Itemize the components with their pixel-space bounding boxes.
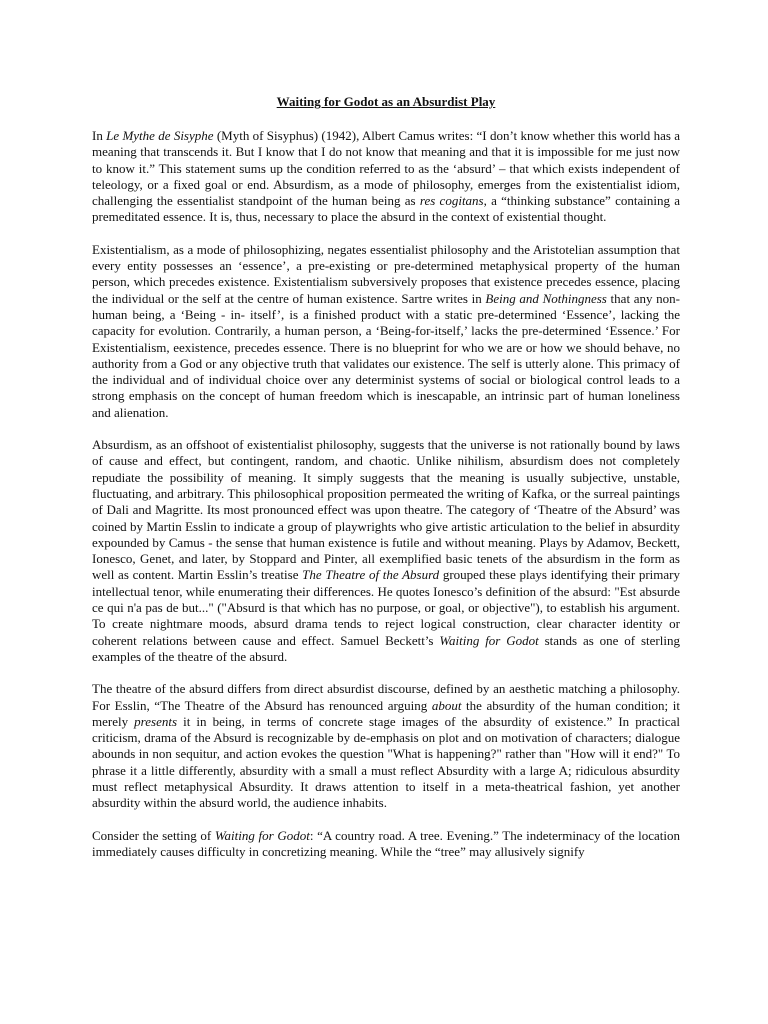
paragraph-4 xyxy=(92,681,680,811)
italic-run: presents xyxy=(134,713,178,729)
text-run: The theatre of the absurd differs from direct absurdist discourse, defined by an aesthetic matching a philosophy. For Esslin, “The Theatre of the Absurd has renounced arguing xyxy=(92,681,680,713)
document-title: Waiting for Godot as an Absurdist Play xyxy=(276,94,496,109)
text-run: that any non-human being, a ‘Being - in- itself’, is a finished product with a static pre-determined ‘Essence’, lacking the capacity for evolution. Contrarily, a human person, a ‘Being-for-itself,’ lacks the pre-determined ‘Essence.’ For Existentialism, eexistence, precedes essence. There is no blueprint for who we are or how we should behave, no authority from a God or any objective truth that validates our existence. The self is utterly alone. This primacy of the individual and of individual choice over any determinist systems of social or biological control leads to a strong emphasis on the concept of human freedom which is inescapable, an intrinsic part of human loneliness and alienation. xyxy=(92,290,681,420)
text-run: grouped these plays identifying their primary intellectual tenor, while enumerating their differences. He quotes Ionesco’s definition of the absurd: "Est absurde ce qui n'a pas de but..." ("Absurd is that which has no purpose, or goal, or objective"), to establish his argument. To create nightmare moods, absurd drama tends to reject logical construction, clear character identity or coherent relations between cause and effect. Samuel Beckett’s xyxy=(92,567,681,648)
text-run: stands as one of sterling examples of the theatre of the absurd. xyxy=(92,632,680,664)
paragraph-1 xyxy=(92,128,680,226)
italic-run: The Theatre of the Absurd xyxy=(302,567,440,583)
italic-run: Le Mythe de Sisyphe xyxy=(106,128,214,143)
text-run: In xyxy=(92,128,107,143)
paragraph-2 xyxy=(92,242,680,421)
text-run: Consider the setting of xyxy=(92,827,215,843)
italic-run: Waiting for Godot xyxy=(214,827,310,843)
text-run: it in being, in terms of concrete stage images of the absurdity of existence.” In practical criticism, drama of the Absurd is recognizable by de-emphasis on plot and on motivation of characters; dialogue abounds in non sequitur, and action evokes the question "What is happening?" rather than "How will it end?" To phrase it a little differently, absurdity with a small a must reflect Absurdity with a large A; ridiculous absurdity must reflect metaphysical Absurdity. It draws attention to itself in a meta-theatrical fashion, yet another absurdity within the absurd world, the audience inhabits. xyxy=(92,713,680,811)
italic-run: Being and Nothingness xyxy=(485,290,607,306)
text-run: , a “thinking substance” containing a premeditated essence. It is, thus, necessary to place the absurd in the context of existential thought. xyxy=(92,193,680,225)
text-run: (Myth of Sisyphus) (1942), Albert Camus writes: “I don’t know whether this world has a meaning that transcends it. But I know that I do not know that meaning and that it is impossible for me just now to know it.” This statement sums up the condition referred to as the ‘absurd’ – that which exists independent of teleology, or a fixed goal or end. Absurdism, as a mode of philosophy, emerges from the existentialist idiom, challenging the essentialist standpoint of the human being as xyxy=(92,128,680,209)
text-run: Existentialism, as a mode of philosophizing, negates essentialist philosophy and the Aristotelian assumption that every entity possesses an ‘essence’, a pre-existing or pre-determined metaphysical property of the human person, which precedes existence. Existentialism subversively proposes that existence precedes essence, placing the individual or the self at the centre of human existence. Sartre writes in xyxy=(92,241,680,306)
italic-run: Waiting for Godot xyxy=(439,632,539,648)
paragraph-5 xyxy=(92,828,680,861)
text-run: the absurdity of the human condition; it merely xyxy=(92,697,680,729)
text-run: : “A country road. A tree. Evening.” The indeterminacy of the location immediately causes difficulty in concretizing meaning. While the “tree” may allusively signify xyxy=(92,827,680,859)
italic-run: about xyxy=(431,697,462,713)
paragraph-3 xyxy=(92,437,680,665)
text-run: Absurdism, as an offshoot of existentialist philosophy, suggests that the universe is not rationally bound by laws of cause and effect, but contingent, random, and chaotic. Unlike nihilism, absurdism does not completely repudiate the possibility of meaning. It simply suggests that the meaning is usually subjective, unstable, fluctuating, and arbitrary. This philosophical proposition permeated the writing of Kafka, or the surreal paintings of Dali and Magritte. Its most pronounced effect was upon theatre. The category of ‘Theatre of the Absurd’ was coined by Martin Esslin to indicate a group of playwrights who give artistic articulation to the belief in absurdity expounded by Camus - the sense that human existence is futile and without meaning. Plays by Adamov, Beckett, Ionesco, Genet, and later, by Stoppard and Pinter, all exemplified basic tenets of the absurdism in the form as well as content. Martin Esslin’s treatise xyxy=(92,437,680,583)
italic-run: res cogitans xyxy=(419,193,484,209)
